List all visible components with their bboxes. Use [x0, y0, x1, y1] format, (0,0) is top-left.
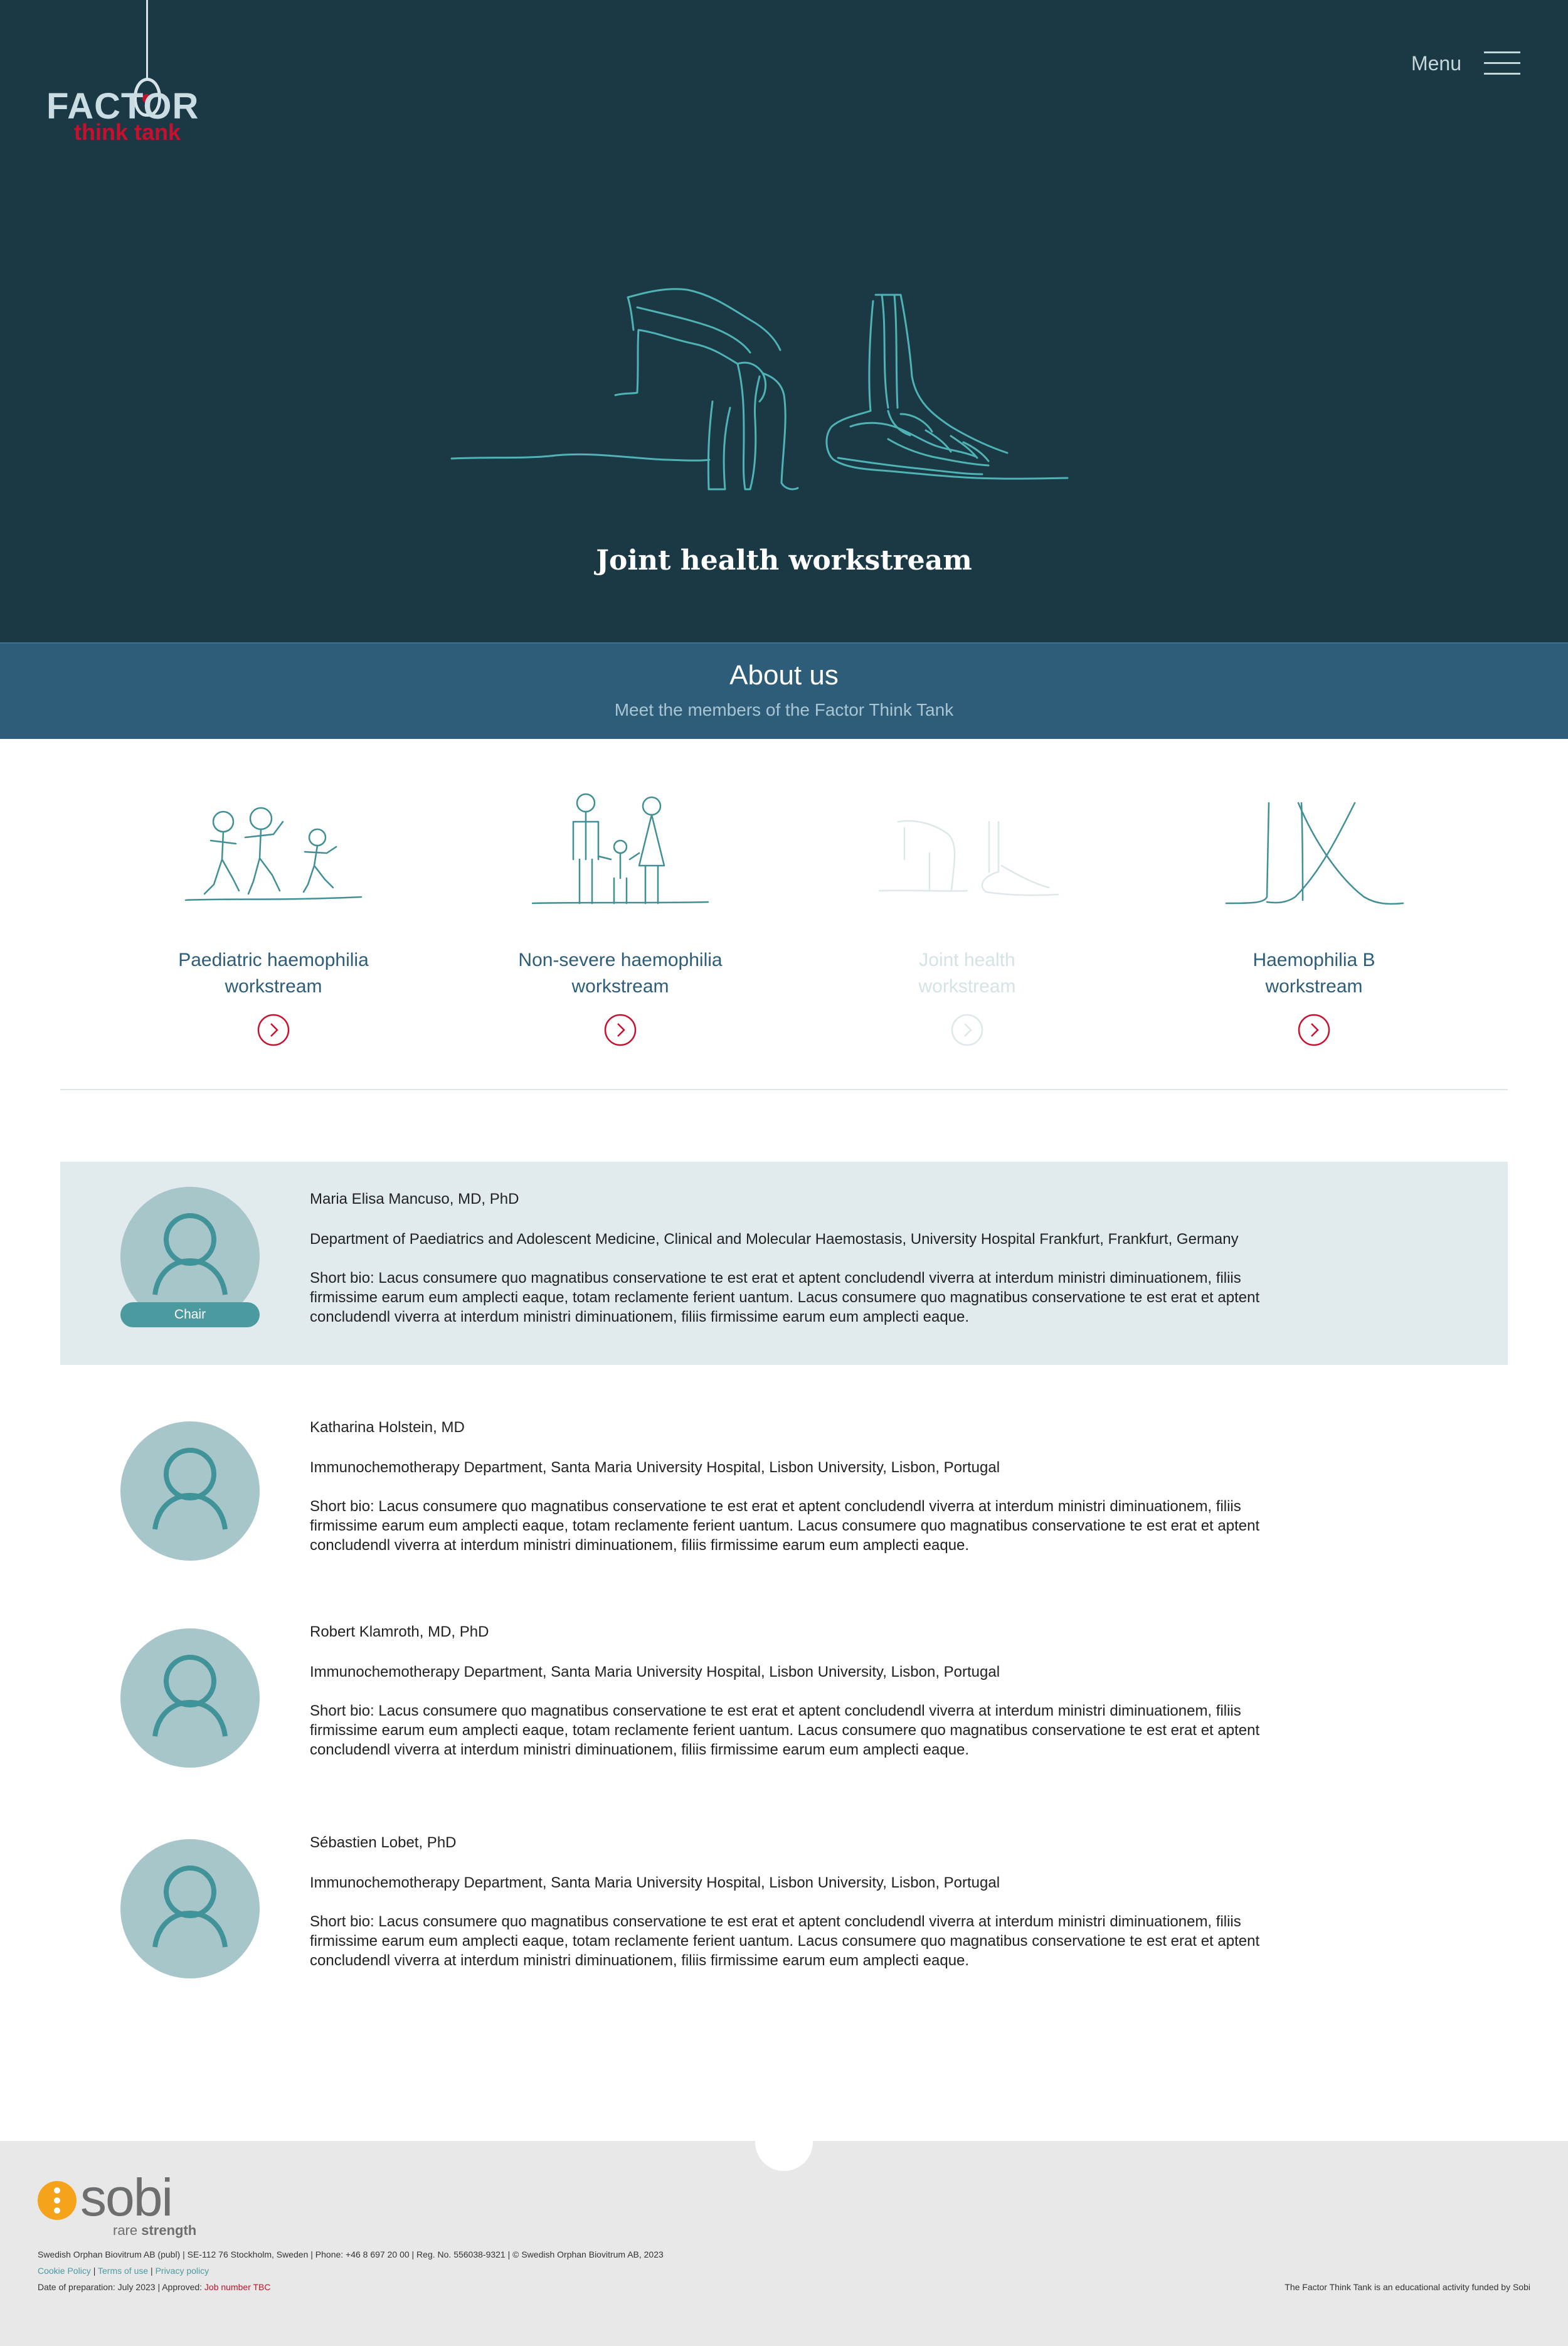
menu-button[interactable]: [1411, 51, 1520, 75]
member-name: Katharina Holstein, MD: [310, 1419, 465, 1436]
member-department: Immunochemotherapy Department, Santa Maria University Hospital, Lisbon University, Lisbon, Portugal: [310, 1874, 1000, 1891]
footer-date: Date of preparation: July 2023 | Approved: Job number TBC: [38, 2282, 271, 2292]
cookie-policy-link[interactable]: Cookie Policy: [38, 2266, 91, 2276]
member-info: [310, 1189, 1313, 1327]
workstream-card-haemophilia-b[interactable]: [1182, 784, 1446, 1054]
section-divider: [60, 1089, 1508, 1090]
member-department: Immunochemotherapy Department, Santa Maria University Hospital, Lisbon University, Lisbon, Portugal: [310, 1459, 1000, 1476]
member-bio: Short bio: Lacus consumere quo magnatibus conservatione te est erat et aptent concludendl viverra at interdum ministri diminuationem, filiis firmissime earum eum amplecti eaque, totam reclamente ferient uantum. Lacus consumere quo magnatibus conservatione te est erat et aptent concludendl viverra at interdum ministri diminuationem, filiis firmissime earum eum amplecti eaque.: [310, 1702, 1260, 1758]
job-number: Job number TBC: [204, 2282, 271, 2292]
sobi-dots-icon: [38, 2181, 77, 2220]
children-running-icon: [179, 784, 368, 910]
about-banner: [0, 642, 1568, 739]
member-card: [60, 1390, 1508, 1572]
avatar-placeholder-icon: [120, 1839, 260, 1978]
member-department: Department of Paediatrics and Adolescent Medicine, Clinical and Molecular Haemostasis, University Hospital Frankfurt, Frankfurt, Germany: [310, 1231, 1239, 1248]
footer-legal: Swedish Orphan Biovitrum AB (publ) | SE-112 76 Stockholm, Sweden | Phone: +46 8 697 20 00 | Reg. No. 556038-9321 | © Swedish Orphan Biovitrum AB, 2023: [38, 2249, 664, 2259]
workstream-label: Paediatric haemophilia workstream: [178, 950, 369, 997]
about-title: About us: [729, 660, 839, 691]
avatar-placeholder-icon: [120, 1628, 260, 1768]
avatar-placeholder-icon: [120, 1421, 260, 1561]
chevron-right-circle-icon[interactable]: [1297, 1013, 1331, 1047]
member-card: [60, 1597, 1508, 1779]
hamburger-icon: [1484, 51, 1520, 75]
member-card: [60, 1808, 1508, 1990]
member-bio: Short bio: Lacus consumere quo magnatibus conservatione te est erat et aptent concludendl viverra at interdum ministri diminuationem, filiis firmissime earum eum amplecti eaque, totam reclamente ferient uantum. Lacus consumere quo magnatibus conservatione te est erat et aptent concludendl viverra at interdum ministri diminuationem, filiis firmissime earum eum amplecti eaque.: [310, 1270, 1260, 1325]
workstream-label: Non-severe haemophilia workstream: [518, 950, 723, 997]
logo-sub: think tank: [74, 119, 181, 145]
chevron-right-circle-icon[interactable]: [257, 1013, 290, 1047]
chevron-right-circle-icon[interactable]: [603, 1013, 637, 1047]
workstream-label: Joint health workstream: [918, 950, 1016, 997]
member-name: Maria Elisa Mancuso, MD, PhD: [310, 1191, 519, 1208]
footer: [0, 2141, 1568, 2346]
roman-nine-icon: [1220, 784, 1408, 910]
workstream-label: Haemophilia B workstream: [1253, 950, 1375, 997]
member-info: [310, 1833, 1313, 1970]
sobi-wordmark: sobi: [80, 2168, 172, 2227]
member-info: [310, 1622, 1313, 1760]
member-department: Immunochemotherapy Department, Santa Maria University Hospital, Lisbon University, Lisbon, Portugal: [310, 1664, 1000, 1680]
hero-section: [0, 0, 1568, 642]
member-bio: Short bio: Lacus consumere quo magnatibus conservatione te est erat et aptent concludendl viverra at interdum ministri diminuationem, filiis firmissime earum eum amplecti eaque, totam reclamente ferient uantum. Lacus consumere quo magnatibus conservatione te est erat et aptent concludendl viverra at interdum ministri diminuationem, filiis firmissime earum eum amplecti eaque.: [310, 1913, 1260, 1969]
logo-word: FACTOR: [46, 86, 199, 127]
sobi-tagline: rare strength: [113, 2222, 197, 2238]
workstream-card-non-severe[interactable]: [489, 784, 752, 1054]
about-subtitle: Meet the members of the Factor Think Tank: [614, 700, 954, 719]
workstream-card-joint-health[interactable]: [835, 784, 1099, 1054]
footer-funded-note: The Factor Think Tank is an educational activity funded by Sobi: [1285, 2282, 1530, 2292]
member-name: Robert Klamroth, MD, PhD: [310, 1623, 489, 1640]
factor-think-tank-logo[interactable]: [46, 0, 197, 151]
workstream-card-paediatric[interactable]: [142, 784, 405, 1054]
knee-ankle-icon: [873, 784, 1061, 910]
knee-ankle-line-art-icon: [449, 282, 1070, 499]
chevron-right-circle-icon[interactable]: [950, 1013, 984, 1047]
hero-title: Joint health workstream: [596, 544, 972, 576]
member-card: [60, 1162, 1508, 1365]
privacy-policy-link[interactable]: Privacy policy: [155, 2266, 209, 2276]
scroll-top-notch[interactable]: [755, 2113, 813, 2171]
chair-badge: Chair: [120, 1302, 260, 1327]
menu-label: Menu: [1411, 51, 1461, 75]
footer-links: Cookie Policy | Terms of use | Privacy policy: [38, 2266, 209, 2276]
sobi-logo[interactable]: [38, 2168, 201, 2241]
family-icon: [526, 784, 714, 910]
logo-cord: [146, 0, 148, 80]
member-name: Sébastien Lobet, PhD: [310, 1834, 457, 1851]
member-bio: Short bio: Lacus consumere quo magnatibus conservatione te est erat et aptent concludendl viverra at interdum ministri diminuationem, filiis firmissime earum eum amplecti eaque, totam reclamente ferient uantum. Lacus consumere quo magnatibus conservatione te est erat et aptent concludendl viverra at interdum ministri diminuationem, filiis firmissime earum eum amplecti eaque.: [310, 1498, 1260, 1554]
member-info: [310, 1418, 1313, 1555]
terms-of-use-link[interactable]: Terms of use: [98, 2266, 149, 2276]
